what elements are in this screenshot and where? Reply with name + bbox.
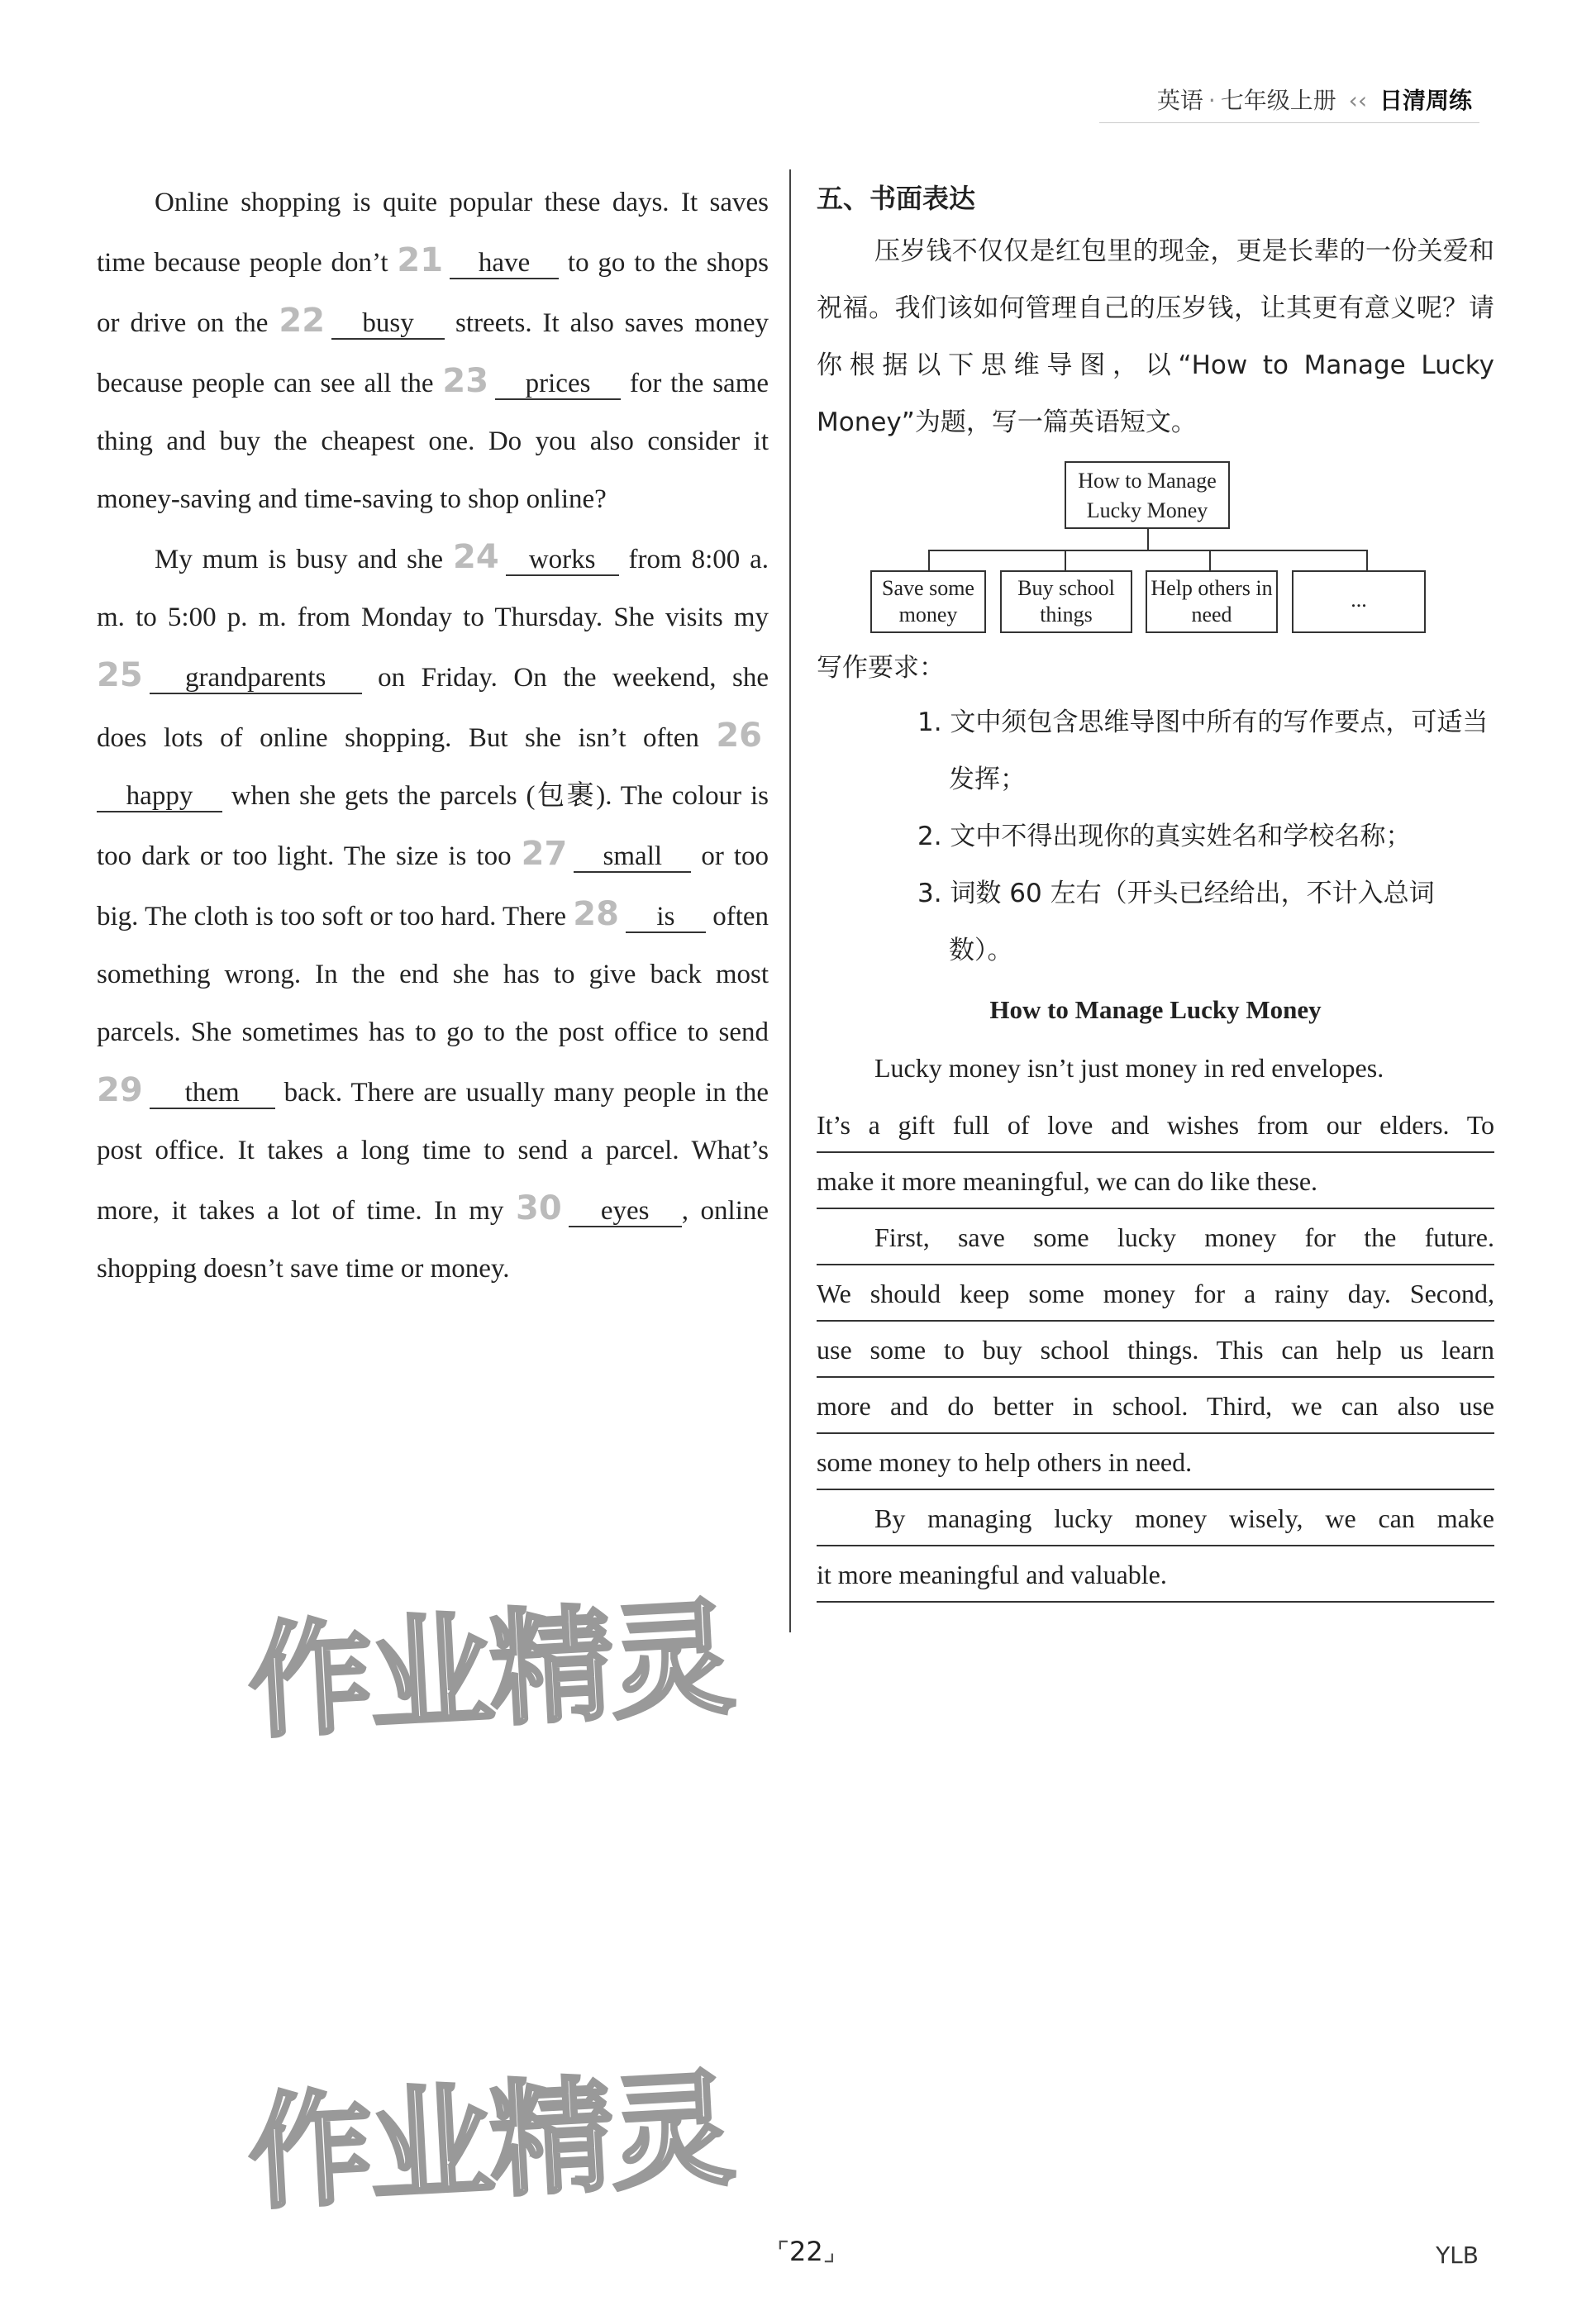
essay-line: First, save some lucky money for the future.	[817, 1209, 1494, 1265]
blank-number: 27	[521, 835, 568, 873]
header-rule	[1099, 122, 1479, 123]
blank-number: 22	[279, 302, 326, 340]
requirement-item: 2. 文中不得出现你的真实姓名和学校名称；	[917, 822, 1412, 851]
answer-blank[interactable]: busy	[331, 308, 445, 340]
cloze-passage	[97, 174, 769, 1298]
mind-map	[817, 451, 1494, 641]
essay-line: more and do better in school. Third, we can also use	[817, 1378, 1494, 1434]
passage-text: when she gets the parcels (包裹). The colour is too dark or too light. The size is too	[97, 781, 769, 871]
mind-map-drop	[1209, 550, 1211, 570]
passage-text: to go to the shops or drive on the	[97, 248, 769, 338]
blank-number: 25	[97, 656, 143, 694]
blank-number: 26	[716, 717, 763, 755]
passage-paragraph-2	[97, 528, 769, 1298]
essay-line: it more meaningful and valuable.	[817, 1546, 1494, 1603]
mind-map-bar	[928, 550, 1366, 551]
answer-blank[interactable]: prices	[495, 369, 621, 400]
blank-number: 30	[516, 1189, 562, 1227]
essay-line: use some to buy school things. This can help us learn	[817, 1322, 1494, 1378]
passage-text: My mum is busy and she	[155, 545, 444, 574]
passage-text: often something wrong. In the end she has to give back most parcels. She sometimes has to go to the post office to send	[97, 902, 769, 1047]
essay-line: It’s a gift full of love and wishes from our elders. To	[817, 1097, 1494, 1153]
answer-blank[interactable]: works	[506, 545, 619, 576]
passage-paragraph-1	[97, 174, 769, 528]
mind-map-child-save: Save some money	[870, 570, 986, 633]
requirements-title: 写作要求：	[817, 653, 945, 683]
answer-blank[interactable]: is	[626, 902, 706, 933]
header-grade: 七年级上册	[1220, 87, 1336, 114]
essay-line: By managing lucky money wisely, we can make	[817, 1490, 1494, 1546]
passage-text: or too big. The cloth is too soft or too hard. There	[97, 841, 769, 931]
essay-line: make it more meaningful, we can do like these.	[817, 1153, 1494, 1209]
mind-map-child-more: ...	[1292, 570, 1426, 633]
passage-text: for the same thing and buy the cheapest one. Do you also consider it money-saving and time-saving to shop online?	[97, 369, 769, 514]
answer-blank[interactable]: grandparents	[150, 663, 362, 694]
header-dot: ·	[1208, 87, 1216, 114]
mind-map-root: How to Manage Lucky Money	[1065, 461, 1230, 529]
task-description: 压岁钱不仅仅是红包里的现金，更是长辈的一份关爱和祝福。我们该如何管理自己的压岁钱，让其更有意义呢？请你根据以下思维导图，以“How to Manage Lucky Money”为题，写一篇英语短文。	[817, 236, 1494, 437]
requirement-item: 3. 词数 60 左右（开头已经给出，不计入总词数）。	[917, 879, 1435, 965]
blank-number: 23	[442, 362, 489, 400]
passage-text: streets. It also saves money because people can see all the	[97, 308, 769, 398]
mind-map-drop	[1065, 550, 1066, 570]
chevron-left-icon: ‹‹	[1348, 87, 1368, 114]
passage-text: on Friday. On the weekend, she does lots of online shopping. But she isn’t often	[97, 663, 769, 753]
section-title: 五、书面表达	[817, 183, 976, 214]
requirement-item: 1. 文中须包含思维导图中所有的写作要点，可适当发挥；	[917, 708, 1489, 794]
essay-title: How to Manage Lucky Money	[989, 995, 1322, 1024]
footer-code: YLB	[1436, 2242, 1479, 2269]
passage-text: Online shopping is quite popular these days. It saves time because people don’t	[97, 188, 769, 278]
page-number: ⌜ 22 ⌟	[777, 2236, 836, 2267]
watermark-bottom: 作业精灵	[245, 2057, 735, 2227]
answer-blank[interactable]: them	[150, 1078, 275, 1109]
answer-blank[interactable]: eyes	[569, 1196, 682, 1227]
answer-blank[interactable]: small	[574, 841, 691, 873]
header-subject: 英语	[1156, 87, 1203, 114]
passage-text: , online shopping doesn’t save time or money.	[97, 1196, 769, 1284]
essay-line: We should keep some money for a rainy day. Second,	[817, 1265, 1494, 1322]
passage-text: back. There are usually many people in the post office. It takes a long time to send a parcel. What’s more, it takes a lot of time. In my	[97, 1078, 769, 1226]
essay-line: some money to help others in need.	[817, 1434, 1494, 1490]
blank-number: 21	[397, 241, 444, 279]
mind-map-drop	[1366, 550, 1368, 570]
essay-opening: Lucky money isn’t just money in red envelopes.	[874, 1053, 1384, 1083]
mind-map-child-buy: Buy school things	[1000, 570, 1132, 633]
blank-number: 24	[452, 538, 499, 576]
running-header	[1157, 83, 1472, 116]
mind-map-drop	[928, 550, 930, 570]
column-divider	[789, 169, 791, 1632]
blank-number: 28	[573, 895, 619, 933]
header-series: 日清周练	[1379, 87, 1472, 114]
answer-blank[interactable]: have	[450, 248, 559, 279]
mind-map-stem	[1147, 529, 1149, 550]
watermark-top: 作业精灵	[245, 1586, 735, 1756]
writing-section	[817, 174, 1494, 1603]
blank-number: 29	[97, 1071, 143, 1109]
answer-blank[interactable]: happy	[97, 781, 222, 812]
passage-text: from 8:00 a. m. to 5:00 p. m. from Monday to Thursday. She visits my	[97, 545, 769, 632]
mind-map-child-help: Help others in need	[1146, 570, 1278, 633]
